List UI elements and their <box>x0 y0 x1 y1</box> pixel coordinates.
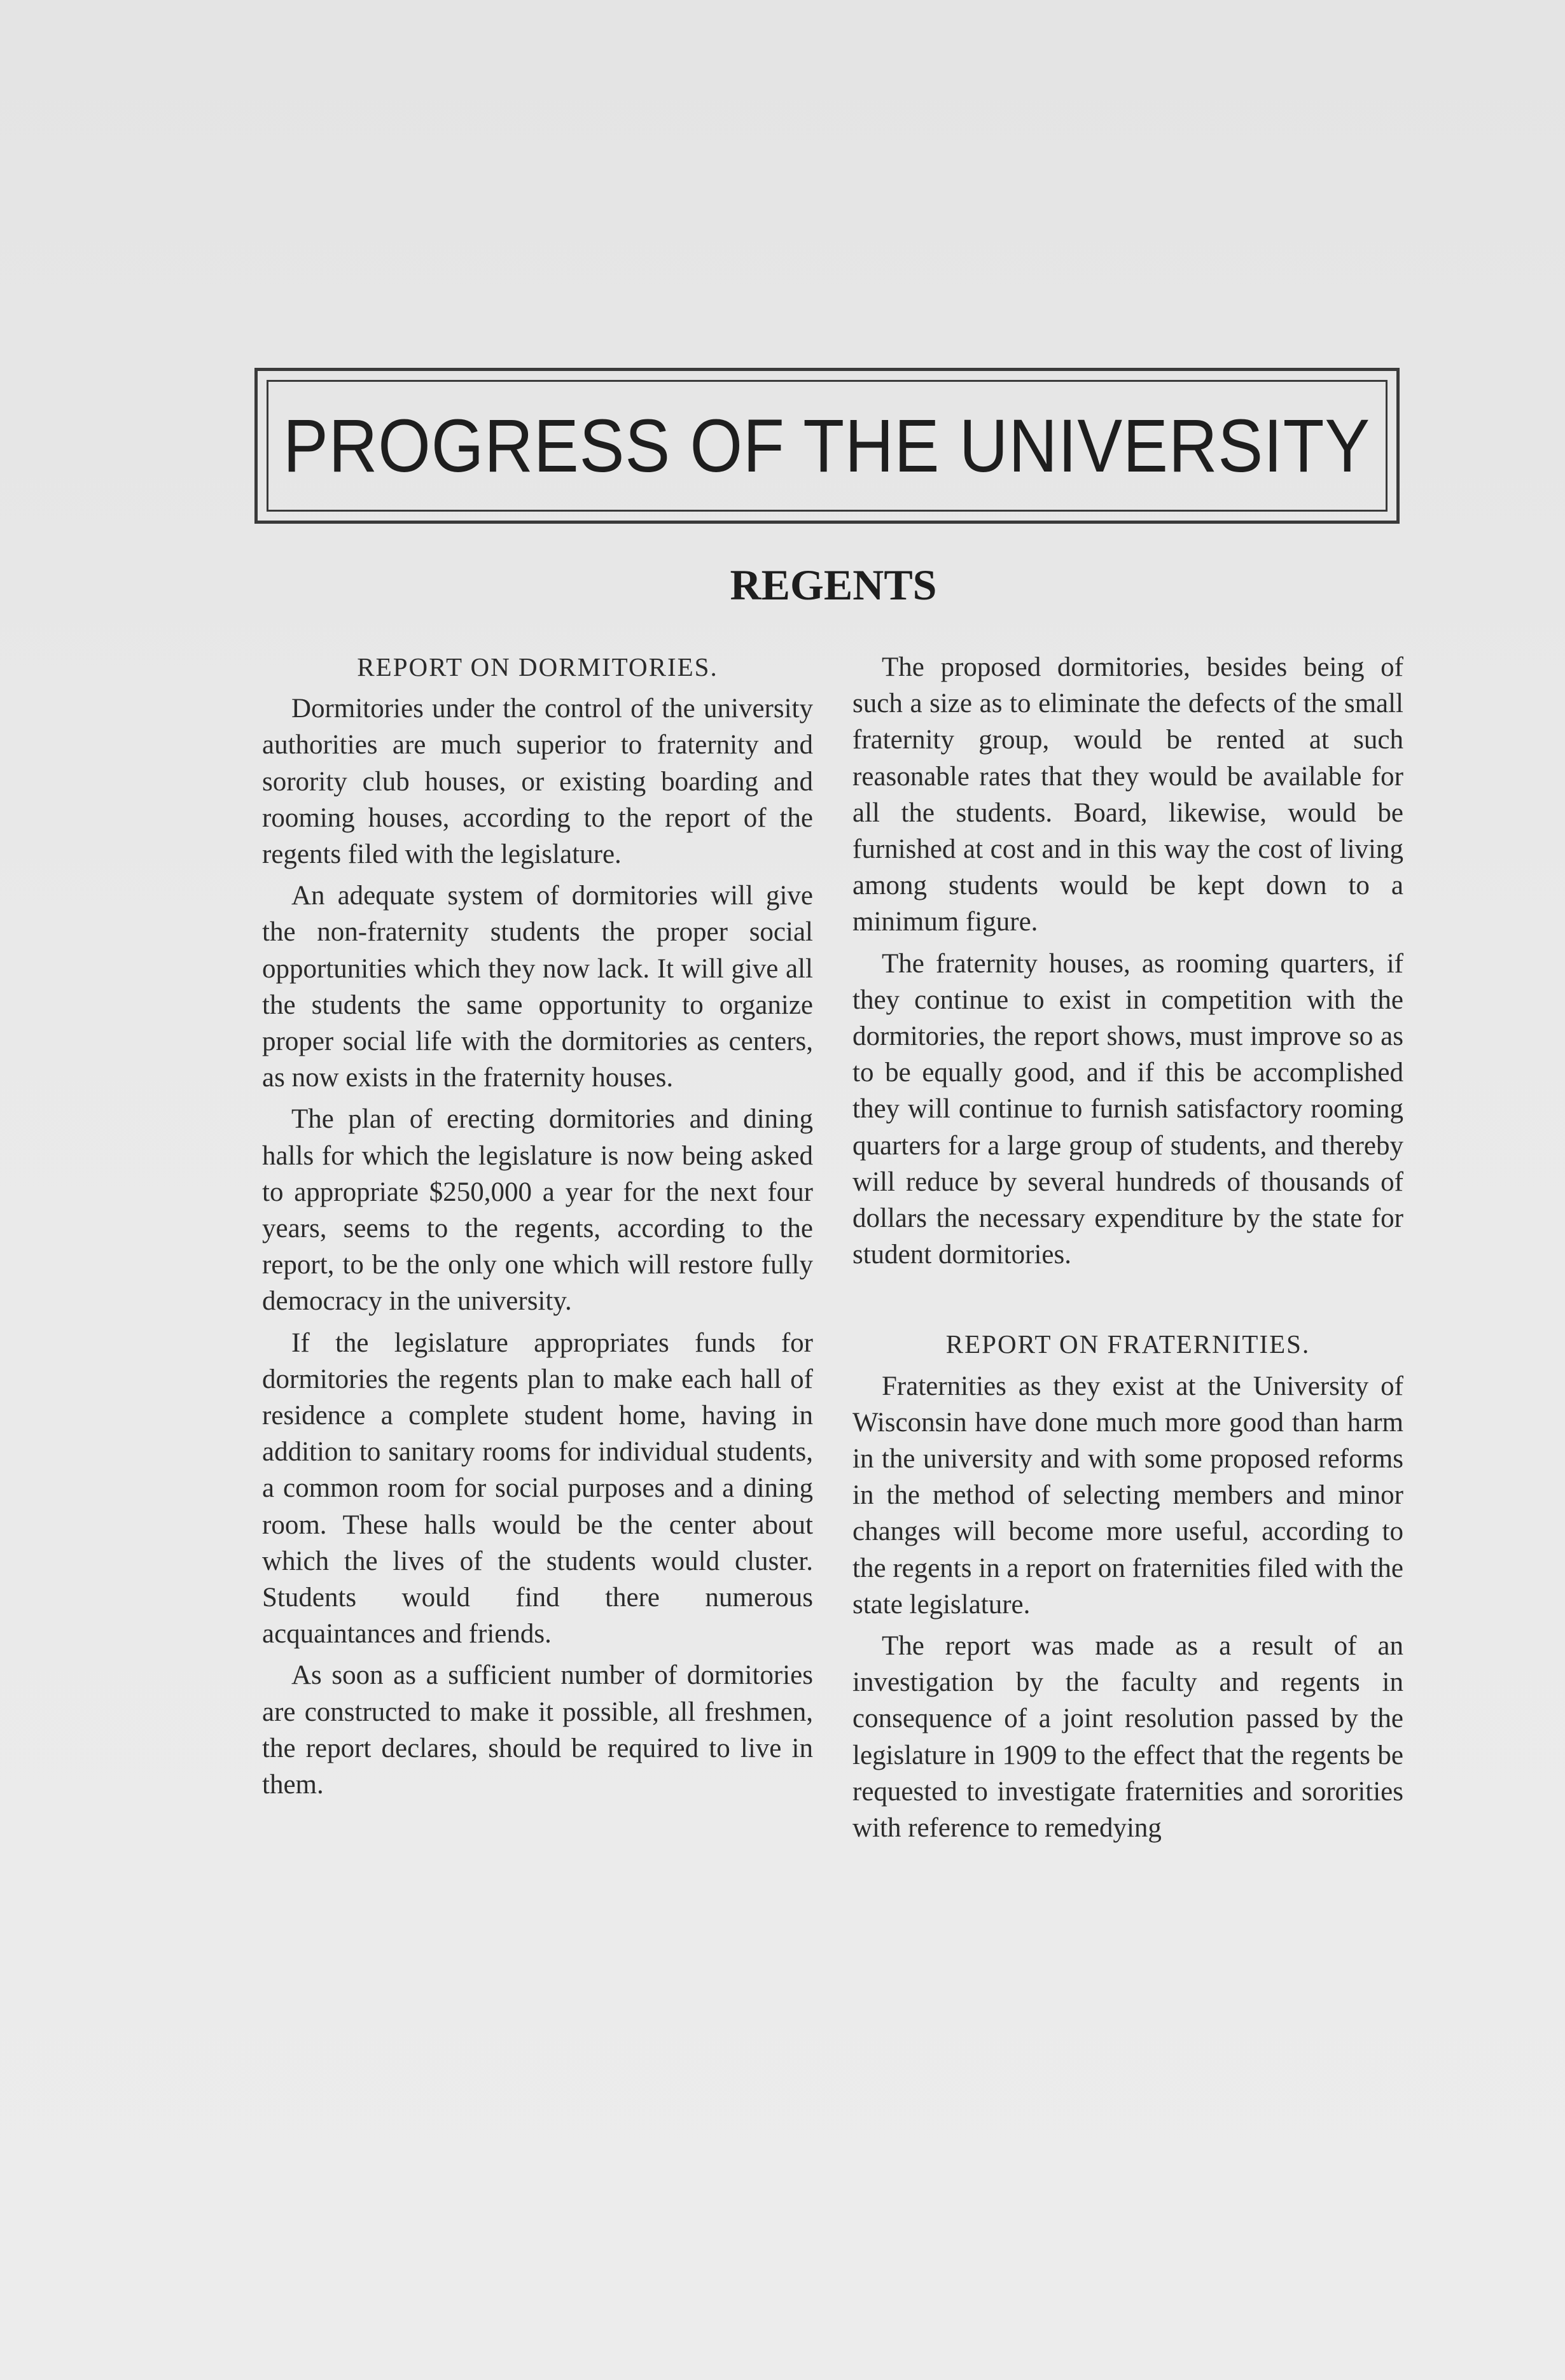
title-frame-inner <box>267 380 1388 512</box>
fraternities-heading: REPORT ON FRATERNITIES. <box>945 1329 1311 1359</box>
paragraph: Dormitories under the control of the university authorities are much superior to fraternity and sorority club houses, or existing boarding and rooming houses, according to the report of the regents filed with the legislature. <box>262 694 813 870</box>
paragraph: The fraternity houses, as rooming quarters, if they continue to exist in competition with the dormitories, the report shows, must improve so as to be equally good, and if this be accomplished they will continue to furnish satisfactory rooming quarters for a large group of students, and thereby will reduce by several hundreds of thousands of dollars the necessary expenditure by the state for student dormitories. <box>852 948 1403 1270</box>
left-column <box>262 649 813 1808</box>
paragraph: If the legislature appropriates funds for dormitories the regents plan to make each hall of residence a complete student home, having in addition to sanitary rooms for individual students, a common room for social purposes and a dining room. These halls would be the center about which the lives of the students would cluster. Students would find there numerous acquaintances and friends. <box>262 1327 813 1649</box>
dormitories-heading: REPORT ON DORMITORIES. <box>357 652 718 682</box>
section-spacer <box>852 1278 1403 1326</box>
paragraph: An adequate system of dormitories will give the non-fraternity students the proper social opportunities which they now lack. It will give all the students the same opportunity to organize proper social life with the dormitories as centers, as now exists in the fraternity houses. <box>262 881 813 1093</box>
page-title: PROGRESS OF THE UNIVERSITY <box>283 403 1371 488</box>
paragraph: The report was made as a result of an investigation by the faculty and regents in consequence of a joint resolution passed by the legislature in 1909 to the effect that the regents be requested to investigate fraternities and sororities with reference to remedying <box>852 1631 1403 1844</box>
paragraph: Fraternities as they exist at the University of Wisconsin have done much more good than harm in the university and with some proposed reforms in the method of selecting members and minor changes will become more useful, according to the regents in a report on fraternities filed with the state legislature. <box>852 1371 1403 1620</box>
paragraph: As soon as a sufficient number of dormitories are constructed to make it possible, all freshmen, the report declares, should be required to live in them. <box>262 1660 813 1800</box>
paragraph: The plan of erecting dormitories and dining halls for which the legislature is now being asked to appropriate $250,000 a year for the next four years, seems to the regents, according to the report, to be the only one which will restore fully democracy in the university. <box>262 1104 813 1317</box>
title-frame <box>254 368 1400 524</box>
section-title: REGENTS <box>730 561 937 609</box>
paragraph: The proposed dormitories, besides being of such a size as to eliminate the defects of the small fraternity group, would be rented at such reasonable rates that they would be available for all the students. Board, likewise, would be furnished at cost and in this way the cost of living among students would be kept down to a minimum figure. <box>852 652 1403 937</box>
right-column <box>852 649 1403 1851</box>
